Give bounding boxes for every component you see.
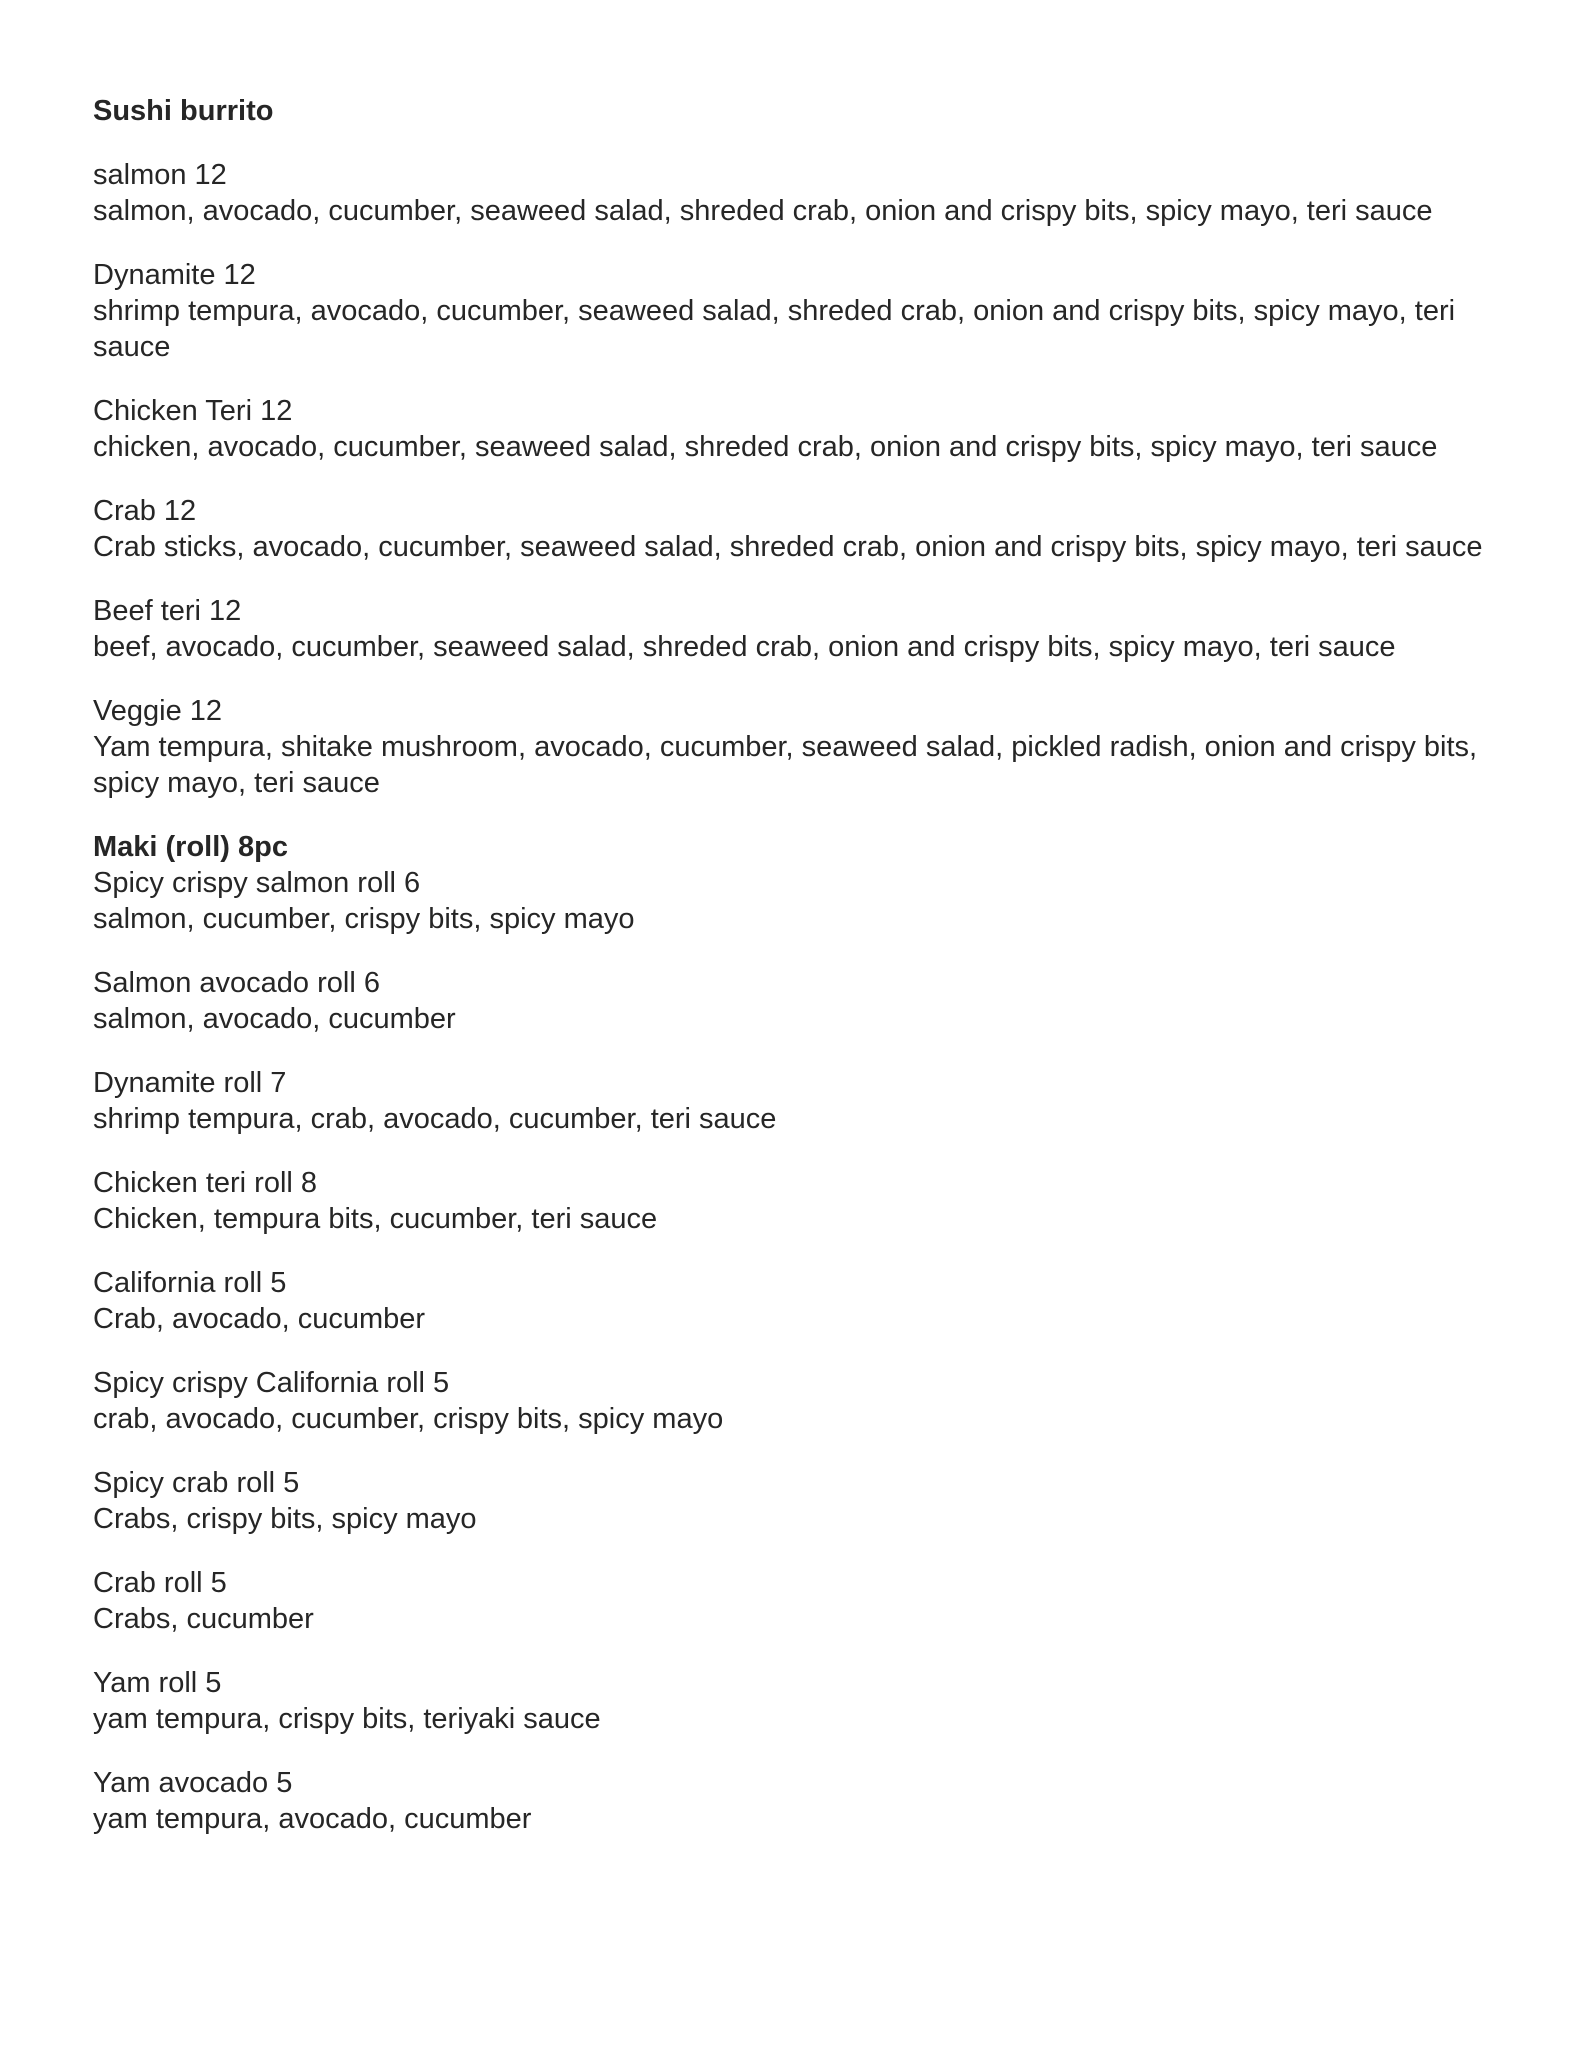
menu-item: [93, 1665, 1513, 1737]
menu-item: [93, 1765, 1513, 1837]
section-title: Sushi burrito: [93, 95, 274, 127]
item-name: Spicy crispy California roll 5: [93, 1367, 450, 1399]
item-description: salmon, cucumber, crispy bits, spicy mayo: [93, 903, 635, 935]
item-description: salmon, avocado, cucumber, seaweed salad, shreded crab, onion and crispy bits, spicy mayo, teri sauce: [93, 195, 1433, 227]
item-description: crab, avocado, cucumber, crispy bits, spicy mayo: [93, 1403, 724, 1435]
item-name: Crab roll 5: [93, 1567, 227, 1599]
menu-item: [93, 393, 1513, 465]
section-title: Maki (roll) 8pc: [93, 831, 288, 863]
menu-item: [93, 693, 1513, 801]
item-name: Spicy crispy salmon roll 6: [93, 867, 421, 899]
menu-item: [93, 157, 1513, 229]
item-name: Beef teri 12: [93, 595, 242, 627]
item-description: beef, avocado, cucumber, seaweed salad, shreded crab, onion and crispy bits, spicy mayo, teri sauce: [93, 631, 1396, 663]
item-description: Chicken, tempura bits, cucumber, teri sauce: [93, 1203, 658, 1235]
menu-item: [93, 257, 1513, 365]
item-name: Chicken Teri 12: [93, 395, 293, 427]
menu-item: [93, 865, 1513, 937]
item-name: Salmon avocado roll 6: [93, 967, 380, 999]
item-description: yam tempura, crispy bits, teriyaki sauce: [93, 1703, 601, 1735]
item-name: Dynamite 12: [93, 259, 256, 291]
item-description: shrimp tempura, crab, avocado, cucumber, teri sauce: [93, 1103, 777, 1135]
menu-item: [93, 1365, 1513, 1437]
menu-item: [93, 593, 1513, 665]
item-name: Crab 12: [93, 495, 197, 527]
item-name: Yam roll 5: [93, 1667, 222, 1699]
menu-item: [93, 1165, 1513, 1237]
menu-item: [93, 1265, 1513, 1337]
item-description: Crab, avocado, cucumber: [93, 1303, 426, 1335]
menu-item: [93, 1565, 1513, 1637]
section-sushi-burrito: [93, 93, 1513, 801]
menu-item: [93, 493, 1513, 565]
menu-page: [93, 93, 1513, 1865]
item-description: yam tempura, avocado, cucumber: [93, 1803, 532, 1835]
menu-item: [93, 1465, 1513, 1537]
menu-item: [93, 965, 1513, 1037]
item-name: Yam avocado 5: [93, 1767, 293, 1799]
item-name: Chicken teri roll 8: [93, 1167, 318, 1199]
item-description: Crabs, crispy bits, spicy mayo: [93, 1503, 477, 1535]
item-description: Crabs, cucumber: [93, 1603, 314, 1635]
item-description: salmon, avocado, cucumber: [93, 1003, 456, 1035]
item-name: salmon 12: [93, 159, 227, 191]
item-name: Spicy crab roll 5: [93, 1467, 300, 1499]
item-description: Yam tempura, shitake mushroom, avocado, cucumber, seaweed salad, pickled radish, onion and crispy bits, spicy mayo, teri sauce: [93, 731, 1478, 799]
menu-item: [93, 1065, 1513, 1137]
item-name: California roll 5: [93, 1267, 287, 1299]
item-name: Veggie 12: [93, 695, 223, 727]
item-name: Dynamite roll 7: [93, 1067, 287, 1099]
item-description: chicken, avocado, cucumber, seaweed salad, shreded crab, onion and crispy bits, spicy mayo, teri sauce: [93, 431, 1438, 463]
item-description: shrimp tempura, avocado, cucumber, seaweed salad, shreded crab, onion and crispy bits, spicy mayo, teri sauce: [93, 295, 1456, 363]
section-maki: [93, 829, 1513, 1837]
item-description: Crab sticks, avocado, cucumber, seaweed salad, shreded crab, onion and crispy bits, spicy mayo, teri sauce: [93, 531, 1483, 563]
